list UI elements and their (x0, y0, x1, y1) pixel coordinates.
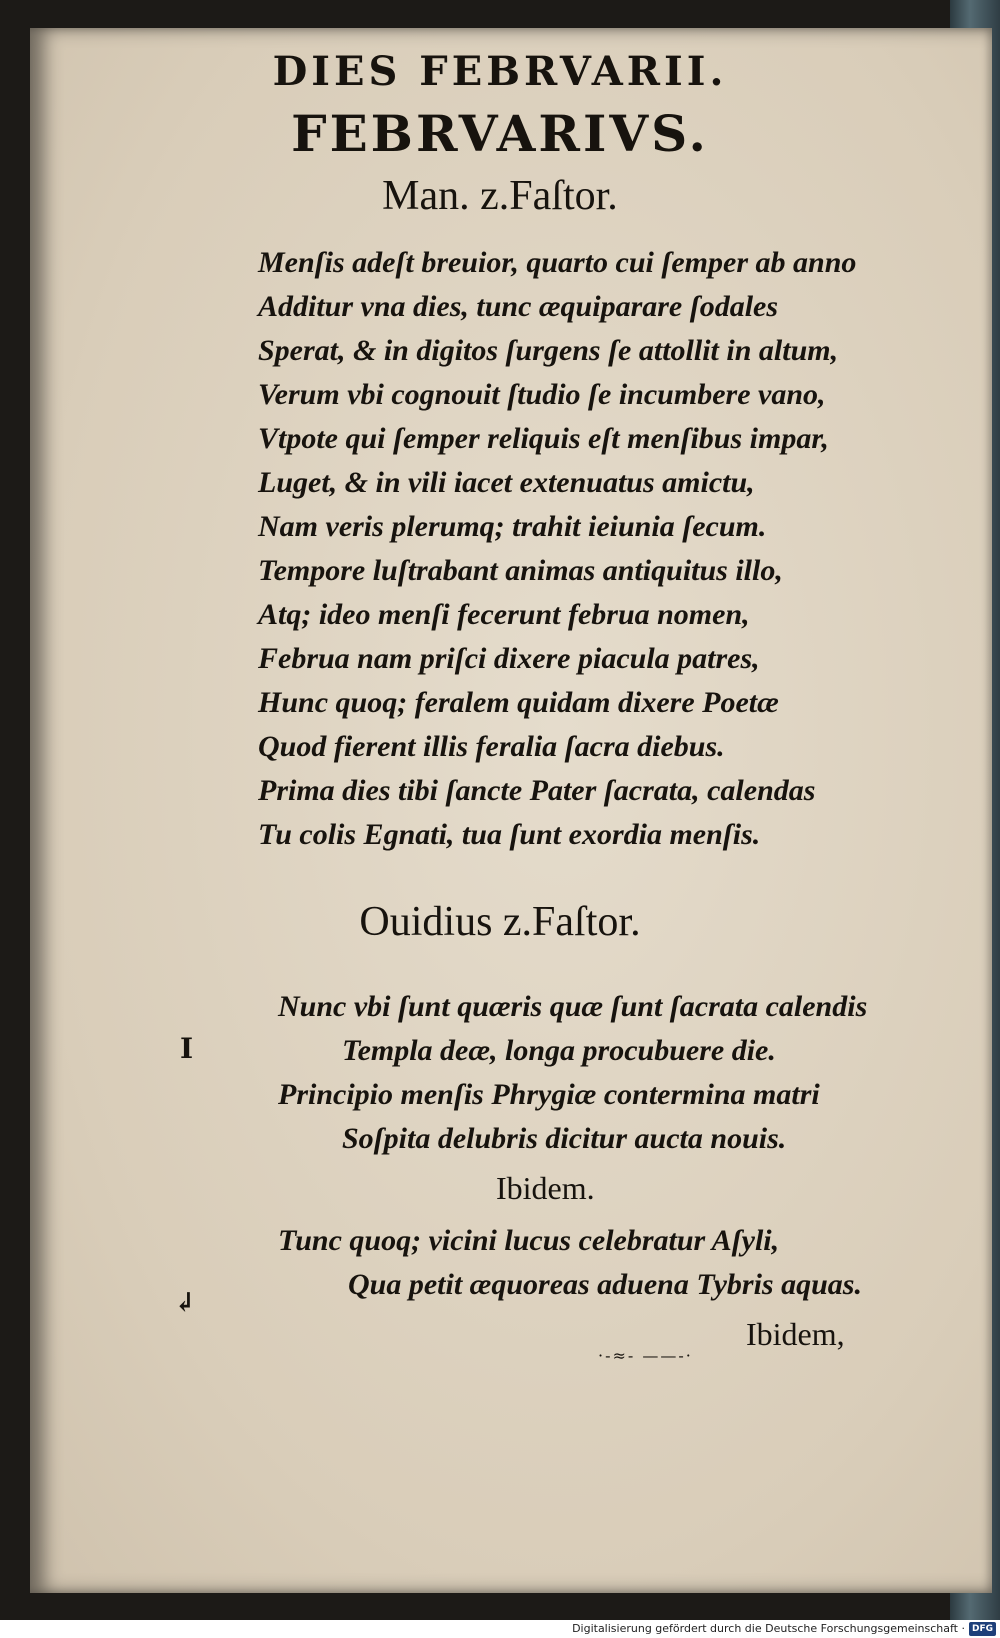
printer-ornament: ·-≈- ——-· (598, 1346, 693, 1365)
book-page (30, 28, 992, 1593)
month-title: FEBRVARIVS. (291, 104, 709, 163)
verse-line: Luget, & in vili iacet extenuatus amictu, (258, 466, 755, 499)
source-heading: Man. z.Faſtor. (382, 173, 618, 219)
verse-line: Atq; ideo menſi fecerunt februa nomen, (258, 598, 750, 631)
verse-line: Hunc quoq; feralem quidam dixere Poetæ (258, 686, 779, 719)
verse-line: Nam veris plerumq; trahit ieiunia ſecum. (258, 510, 767, 543)
dfg-logo: DFG (969, 1622, 996, 1636)
ibidem-label: Ibidem. (496, 1170, 595, 1206)
ibidem-label: Ibidem, (746, 1316, 845, 1352)
verse-line: Prima dies tibi ſancte Pater ſacrata, calendas (258, 774, 816, 807)
margin-mark: ↲ (174, 1288, 196, 1318)
footer-credit: Digitalisierung gefördert durch die Deutsche Forschungsgemeinschaft · (572, 1622, 965, 1635)
margin-mark: I (180, 1032, 194, 1065)
running-head: DIES FEBRVARII. (272, 48, 728, 95)
verse-line: Sperat, & in digitos ſurgens ſe attollit in altum, (258, 334, 839, 367)
verse-line: Qua petit æquoreas aduena Tybris aquas. (348, 1268, 862, 1301)
verse-line: Menſis adeſt breuior, quarto cui ſemper ab anno (258, 246, 857, 279)
verse-line: Februa nam priſci dixere piacula patres, (258, 642, 760, 675)
verse-line: Soſpita delubris dicitur aucta nouis. (342, 1122, 787, 1155)
verse-line: Nunc vbi ſunt quæris quæ ſunt ſacrata calendis (278, 990, 868, 1023)
verse-line: Additur vna dies, tunc æquiparare ſodales (258, 290, 779, 323)
verse-line: Quod fierent illis feralia ſacra diebus. (258, 730, 725, 763)
verse-line: Verum vbi cognouit ſtudio ſe incumbere vano, (258, 378, 826, 411)
source-heading-ovid: Ouidius z.Faſtor. (359, 899, 641, 945)
verse-line: Tu colis Egnati, tua ſunt exordia menſis. (258, 818, 761, 851)
verse-line: Vtpote qui ſemper reliquis eſt menſibus impar, (258, 422, 829, 455)
verse-line: Tunc quoq; vicini lucus celebratur Aſyli, (278, 1224, 780, 1257)
verse-line: Templa deæ, longa procubuere die. (342, 1034, 776, 1067)
verse-line: Tempore luſtrabant animas antiquitus illo, (258, 554, 783, 587)
footer (572, 1619, 996, 1638)
verse-line: Principio menſis Phrygiæ contermina matri (278, 1078, 820, 1111)
